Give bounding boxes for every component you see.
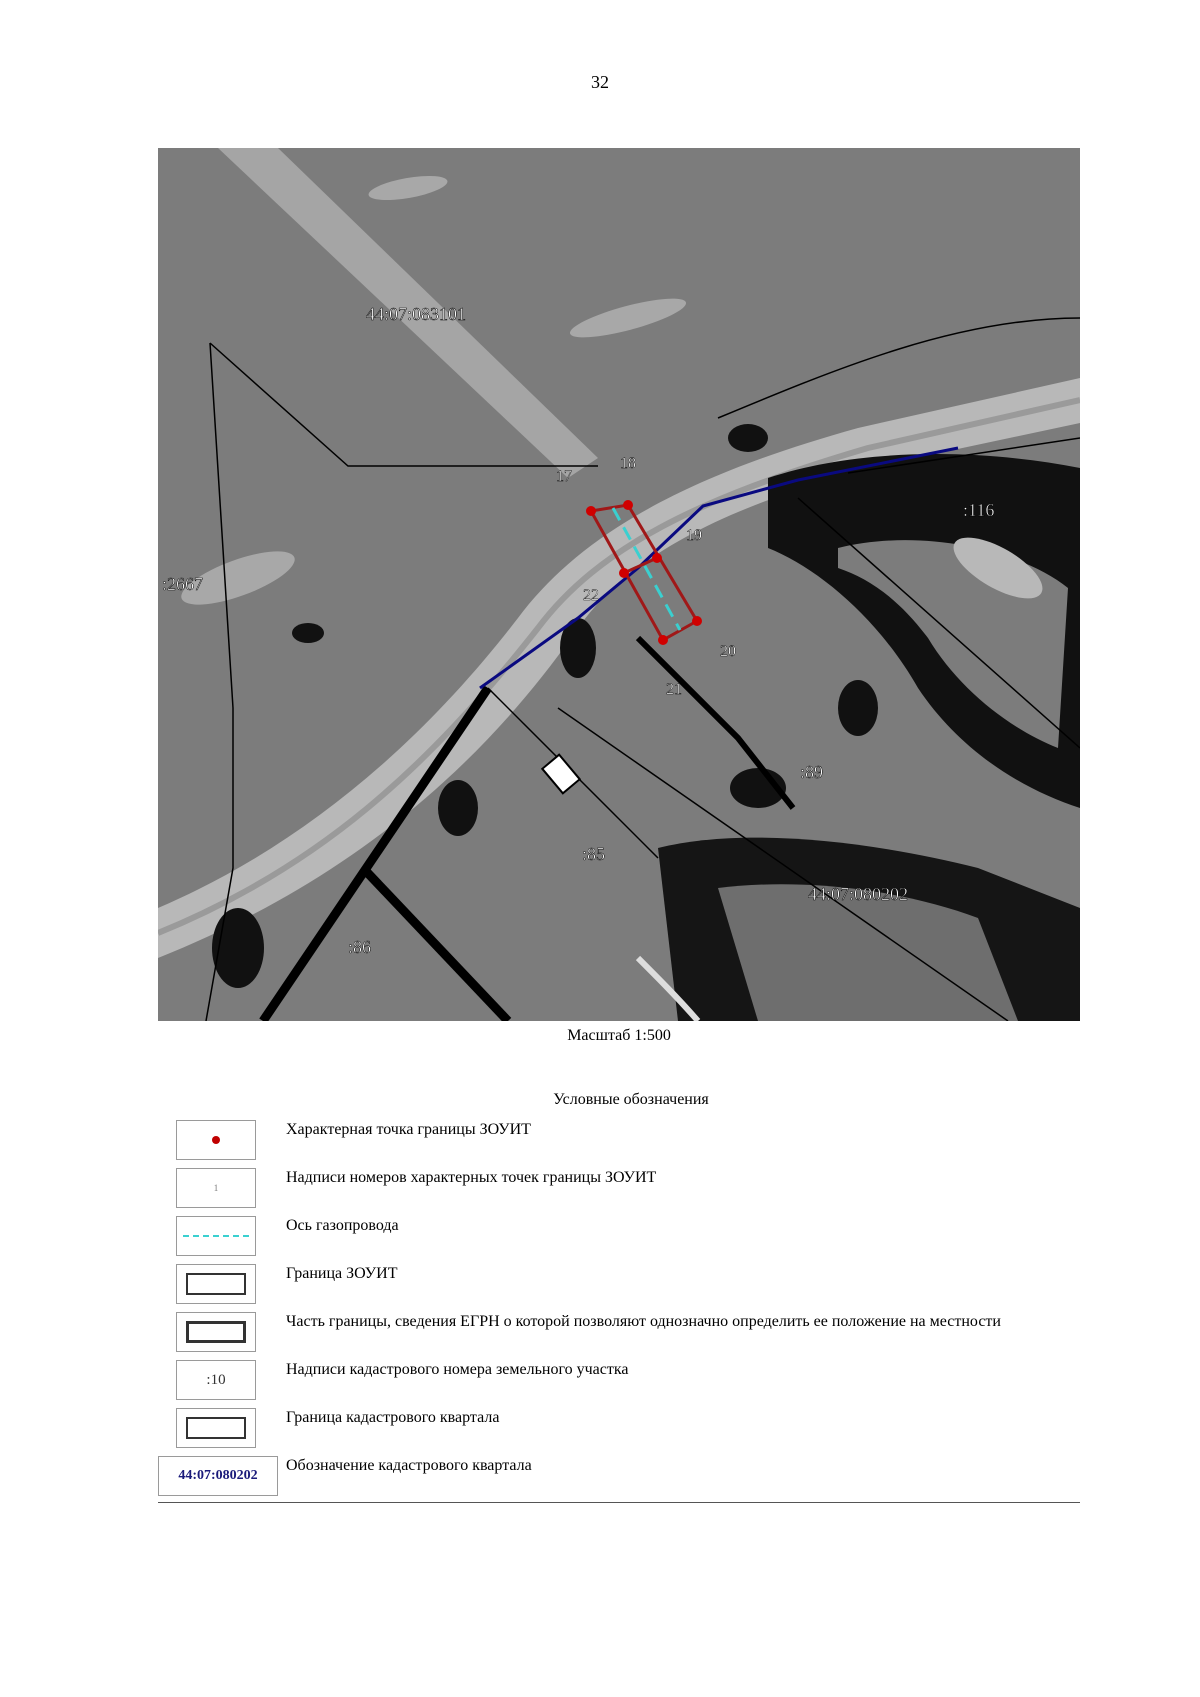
bottom-rule: [158, 1502, 1080, 1503]
legend-row-egrn-border: [158, 1310, 1080, 1358]
point-number-symbol: 1: [213, 1183, 219, 1193]
legend-label: Обозначение кадастрового квартала: [286, 1457, 532, 1474]
point-label-20: 20: [720, 643, 736, 660]
legend-symbol-box: [176, 1216, 256, 1256]
point-label-17: 17: [556, 468, 572, 485]
legend-row-zouit-border: [158, 1262, 1080, 1310]
point-20: [692, 616, 702, 626]
legend-symbol-box: [176, 1312, 256, 1352]
rectangle-icon: [186, 1417, 246, 1439]
legend-label: Ось газопровода: [286, 1217, 399, 1234]
legend-row-gas-axis: [158, 1214, 1080, 1262]
point-22: [619, 568, 629, 578]
legend: [158, 1118, 1080, 1502]
legend-label: Граница ЗОУИТ: [286, 1265, 398, 1282]
dark-blob-1: [292, 623, 324, 643]
legend-symbol-box: [176, 1264, 256, 1304]
legend-symbol-box: [176, 1360, 256, 1400]
point-21: [658, 635, 668, 645]
point-label-18: 18: [620, 455, 636, 472]
map-canvas: [158, 148, 1080, 1021]
point-19: [652, 553, 662, 563]
legend-title: Условные обозначения: [553, 1091, 709, 1108]
point-17: [586, 506, 596, 516]
dark-blob-7: [728, 424, 768, 452]
dark-blob-3: [438, 780, 478, 836]
dashed-line-icon: [183, 1235, 249, 1237]
legend-symbol-box: [176, 1168, 256, 1208]
dark-blob-6: [212, 908, 264, 988]
quarter-label-south: 44:07:080202: [808, 884, 909, 904]
legend-label: Надписи кадастрового номера земельного участка: [286, 1361, 629, 1378]
legend-symbol-box: [176, 1120, 256, 1160]
page-number: 32: [591, 72, 609, 92]
legend-label: Надписи номеров характерных точек границы ЗОУИТ: [286, 1169, 657, 1186]
quarter-label-north: 44:07:083101: [366, 304, 467, 324]
dark-blob-5: [838, 680, 878, 736]
cadastral-map: [158, 148, 1080, 1021]
rectangle-bold-icon: [186, 1321, 246, 1343]
point-label-22: 22: [583, 587, 599, 604]
parcel-label-85: :85: [582, 844, 606, 864]
point-label-19: 19: [686, 527, 702, 544]
parcel-number-symbol: :10: [206, 1371, 226, 1388]
legend-symbol-box: [158, 1456, 278, 1496]
legend-row-quarter-number: [158, 1454, 1080, 1502]
parcel-label-89: :89: [800, 762, 824, 782]
parcel-label-116: :116: [963, 500, 995, 520]
point-label-21: 21: [666, 681, 682, 698]
parcel-label-86: :86: [348, 937, 372, 957]
legend-row-point-number: [158, 1166, 1080, 1214]
legend-row-parcel-number: [158, 1358, 1080, 1406]
legend-row-quarter-border: [158, 1406, 1080, 1454]
rectangle-icon: [186, 1273, 246, 1295]
scale-caption: Масштаб 1:500: [567, 1027, 671, 1044]
legend-row-point: [158, 1118, 1080, 1166]
quarter-number-symbol: 44:07:080202: [178, 1468, 258, 1483]
legend-label: Граница кадастрового квартала: [286, 1409, 500, 1426]
legend-symbol-box: [176, 1408, 256, 1448]
point-18: [623, 500, 633, 510]
parcel-label-2667: :2667: [162, 574, 204, 594]
red-dot-icon: [212, 1136, 220, 1144]
legend-label: Характерная точка границы ЗОУИТ: [286, 1121, 531, 1138]
legend-label: Часть границы, сведения ЕГРН о которой позволяют однозначно определить ее положение на местности: [286, 1313, 1001, 1330]
